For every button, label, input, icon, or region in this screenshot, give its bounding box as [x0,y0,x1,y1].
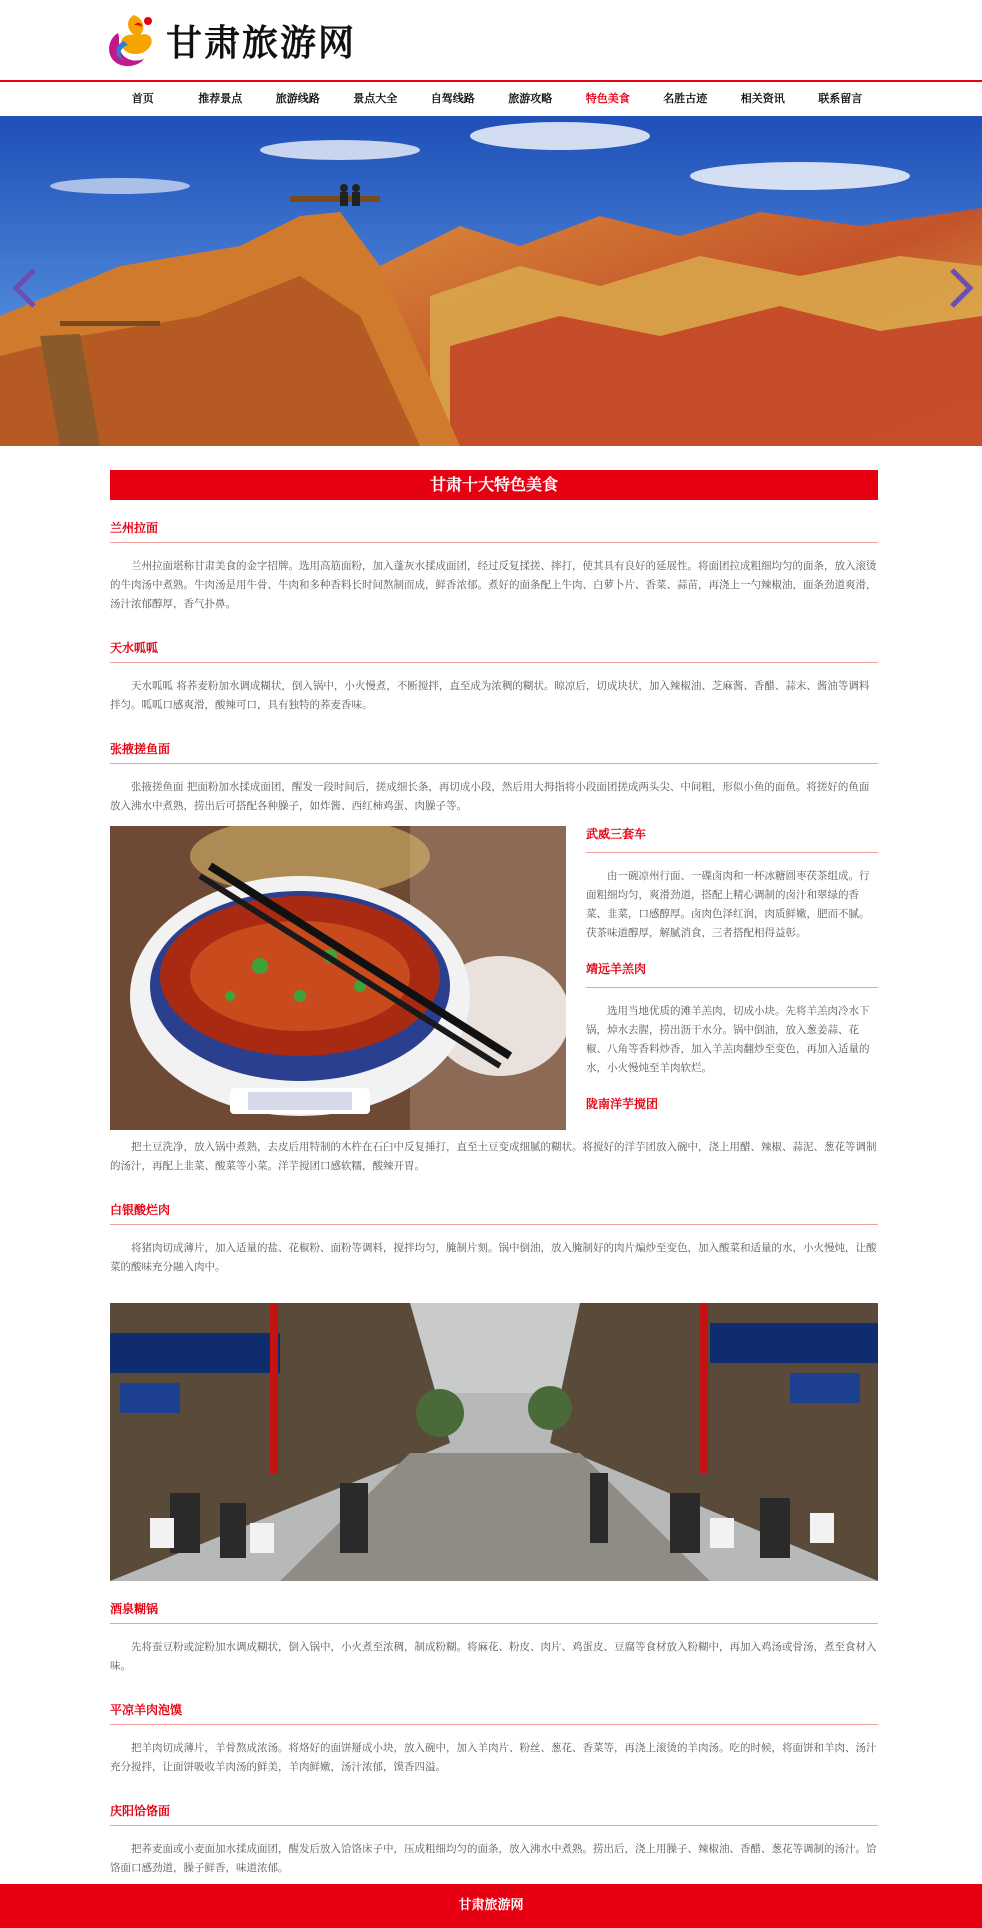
food-description: 把羊肉切成薄片，羊骨熬成浓汤。将烙好的面饼掰成小块，放入碗中，加入羊肉片、粉丝、葱花、香菜等，再浇上滚烫的羊肉汤。吃的时候，将面饼和羊肉、汤汁充分搅拌，让面饼吸收羊肉汤的鲜美，羊肉鲜嫩，汤汁浓郁，馍香四溢。 [110,1742,877,1773]
food-description: 把荞麦面或小麦面加水揉成面团，醒发后放入饸饹床子中，压成粗细均匀的面条，放入沸水中煮熟。捞出后，浇上用臊子、辣椒油、香醋、葱花等调制的汤汁。饸饹面口感劲道，臊子鲜香，味道浓郁。 [110,1843,877,1874]
food-title: 兰州拉面 [110,521,159,535]
nav-item-selfdrive[interactable]: 自驾线路 [430,92,475,105]
food-item [110,721,878,816]
food-item [110,1138,878,1283]
divider [586,987,878,988]
divider [586,852,878,853]
nav-item-routes[interactable]: 旅游线路 [275,92,320,105]
beef-noodle-photo [110,826,566,1130]
food-title: 张掖搓鱼面 [110,742,171,756]
food-side-column [566,814,878,1122]
logo-emblem-icon [104,11,160,69]
food-title: 武威三套车 [586,827,647,841]
food-description: 天水呱呱 将荞麦粉加水调成糊状，倒入锅中，小火慢煮，不断搅拌，直至成为浓稠的糊状。晾凉后，切成块状，加入辣椒油、芝麻酱、香醋、蒜末、酱油等调料拌匀。呱呱口感爽滑，酸辣可口，具有独特的荞麦香味。 [110,680,870,711]
food-title: 陇南洋芋搅团 [586,1097,659,1111]
divider [110,1724,878,1725]
divider [110,662,878,663]
food-item [110,620,878,715]
food-list-bottom [110,1581,878,1884]
chevron-left-icon[interactable] [10,266,40,310]
nav-item-recommended[interactable]: 推荐景点 [198,92,243,105]
food-item [586,814,878,943]
nav-item-attractions[interactable]: 景点大全 [353,92,398,105]
food-street-photo [110,1303,878,1581]
food-title: 平凉羊肉泡馍 [110,1703,183,1717]
food-description: 先将蚕豆粉或淀粉加水调成糊状，倒入锅中，小火煮至浓稠，制成粉糊。将麻花、粉皮、肉片、鸡蛋皮、豆腐等食材放入粉糊中，再加入鸡汤或骨汤，煮至食材入味。 [110,1641,877,1672]
nav-item-historic[interactable]: 名胜古迹 [663,92,708,105]
food-item [586,949,878,1078]
nav-item-food[interactable]: 特色美食 [585,92,630,105]
hero-banner[interactable] [0,116,982,446]
divider [110,1623,878,1624]
food-item [110,1182,878,1277]
food-title: 天水呱呱 [110,641,159,655]
nav-item-news[interactable]: 相关资讯 [740,92,785,105]
food-description: 选用当地优质的滩羊羔肉，切成小块。先将羊羔肉冷水下锅，焯水去腥，捞出沥干水分。锅中倒油，放入葱姜蒜、花椒、八角等香料炒香，加入羊羔肉翻炒至变色，再加入适量的水，小火慢炖至羊肉软烂。 [586,1005,870,1074]
food-item [110,1682,878,1777]
food-description: 张掖搓鱼面 把面粉加水揉成面团，醒发一段时间后，搓成细长条，再切成小段，然后用大拇指将小段面团搓成两头尖、中间粗，形似小鱼的面鱼。将搓好的鱼面放入沸水中煮熟，捞出后可搭配各种臊子，如炸酱、西红柿鸡蛋、肉臊子等。 [110,781,870,812]
nav-item-guides[interactable]: 旅游攻略 [508,92,553,105]
food-description: 兰州拉面堪称甘肃美食的金字招牌。选用高筋面粉，加入蓬灰水揉成面团，经过反复揉搓、摔打，使其具有良好的延展性。将面团拉成粗细均匀的面条，放入滚烫的牛肉汤中煮熟。牛肉汤是用牛骨、牛肉和多种香料长时间熬制而成，鲜香浓郁。煮好的面条配上牛肉、白萝卜片、香菜、蒜苗，再浇上一勺辣椒油，面条劲道爽滑，汤汁浓郁醇厚，香气扑鼻。 [110,560,877,610]
nav-item-home[interactable]: 首页 [131,92,154,105]
food-item [110,1783,878,1878]
food-item [110,1581,878,1676]
chevron-right-icon[interactable] [946,266,976,310]
divider [110,542,878,543]
section-title: 甘肃十大特色美食 [110,470,878,500]
food-description: 由一碗凉州行面、一碟卤肉和一杯冰糖圆枣茯茶组成。行面粗细均匀，爽滑劲道，搭配上精心调制的卤汁和翠绿的香菜、韭菜，口感醇厚。卤肉色泽红润，肉质鲜嫩，肥而不腻。茯茶味道醇厚，解腻消食，三者搭配相得益彰。 [586,870,870,939]
divider [110,1224,878,1225]
food-description: 将猪肉切成薄片，加入适量的盐、花椒粉、面粉等调料，搅拌均匀，腌制片刻。锅中倒油，放入腌制好的肉片煸炒至变色，加入酸菜和适量的水，小火慢炖，让酸菜的酸味充分融入肉中。 [110,1242,877,1273]
food-description: 把土豆洗净，放入锅中煮熟，去皮后用特制的木杵在石臼中反复捶打，直至土豆变成细腻的糊状。将搅好的洋芋团放入碗中，浇上用醋、辣椒、蒜泥、葱花等调制的汤汁，再配上韭菜、酸菜等小菜。洋芋搅团口感软糯，酸辣开胃。 [110,1141,877,1172]
food-title: 白银酸烂肉 [110,1203,171,1217]
logo-text: 甘肃旅游网 [166,22,357,64]
food-title: 酒泉糊锅 [110,1602,159,1616]
food-title: 靖远羊羔肉 [586,962,647,976]
main-content [110,470,878,1874]
site-logo[interactable] [104,10,356,70]
main-nav [0,80,982,116]
food-item [110,500,878,614]
site-header [0,0,982,80]
food-item [586,1084,878,1122]
nav-item-contact[interactable]: 联系留言 [818,92,863,105]
food-title: 庆阳饸饹面 [110,1804,171,1818]
site-footer: 甘肃旅游网 [0,1884,982,1928]
divider [110,1825,878,1826]
divider [110,763,878,764]
banner-landscape-image [0,116,982,446]
